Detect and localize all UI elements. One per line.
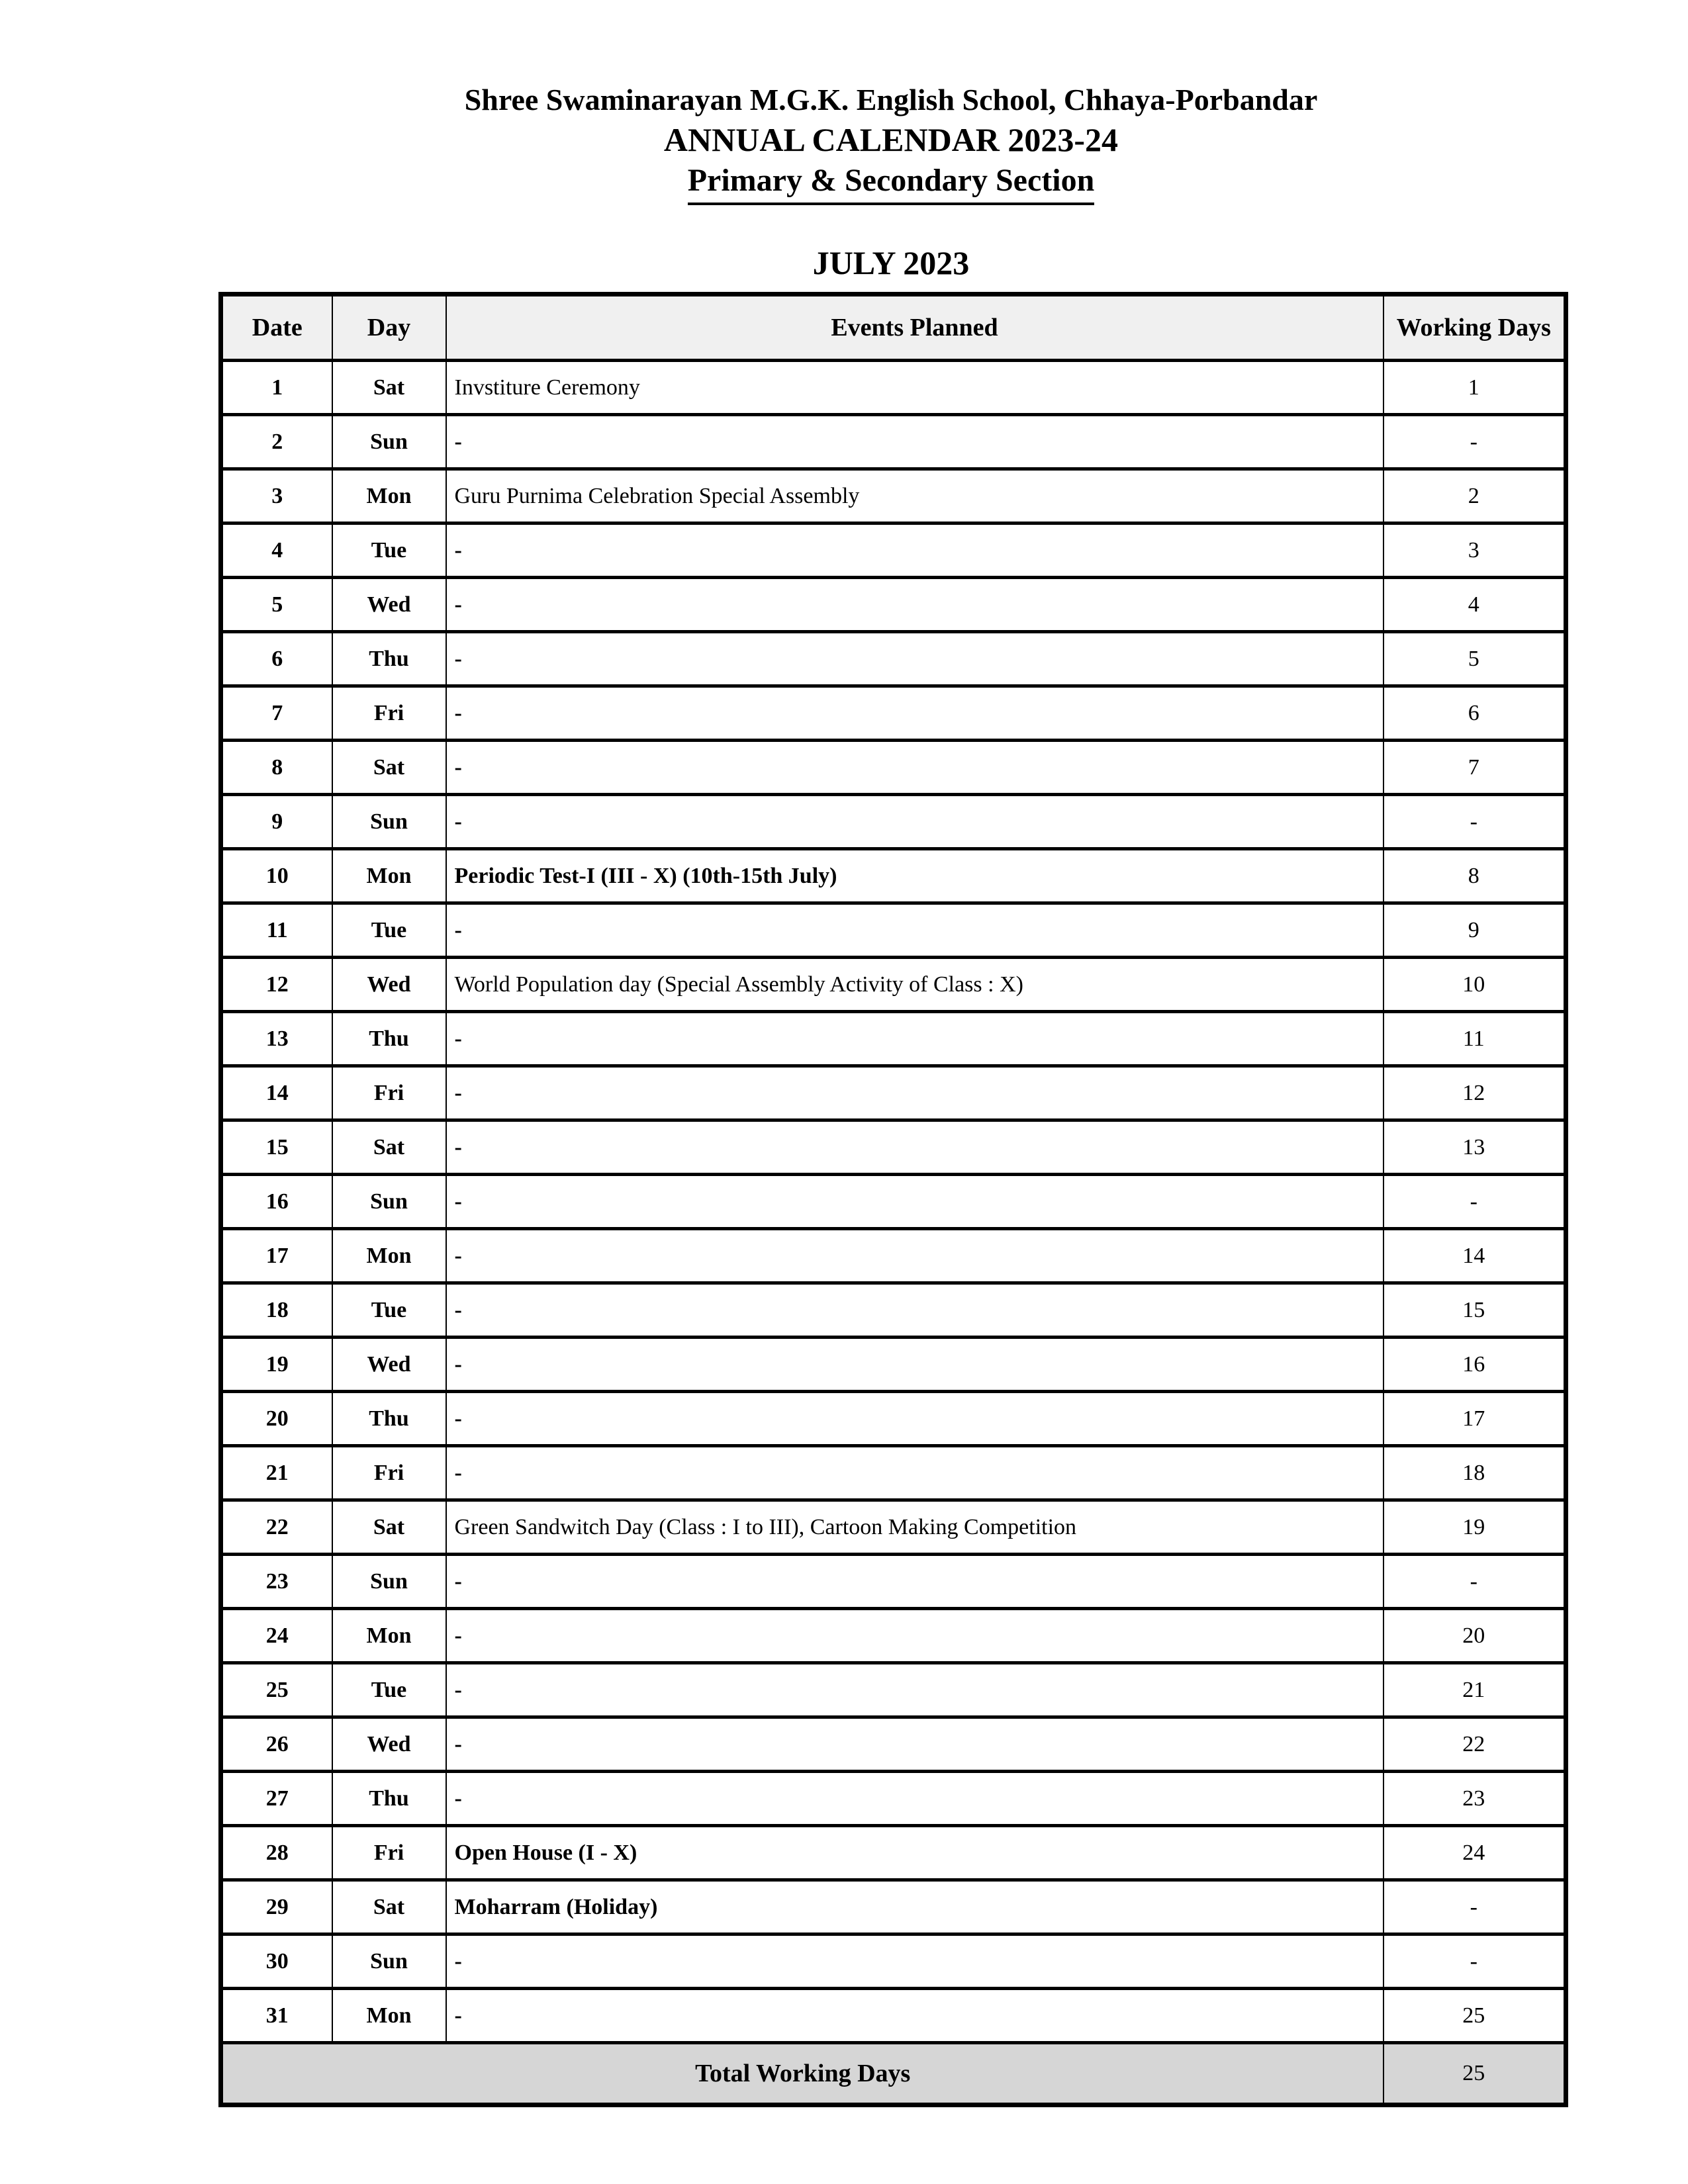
event-cell: World Population day (Special Assembly Activity of Class : X)	[446, 958, 1383, 1012]
day-cell: Sun	[332, 415, 446, 469]
event-cell: -	[446, 1989, 1383, 2043]
day-cell: Wed	[332, 958, 446, 1012]
event-cell: -	[446, 1283, 1383, 1338]
working-days-cell: 25	[1383, 1989, 1566, 2043]
working-days-cell: 9	[1383, 903, 1566, 958]
event-cell: -	[446, 1229, 1383, 1283]
working-days-cell: 13	[1383, 1120, 1566, 1175]
day-cell: Sun	[332, 795, 446, 849]
date-cell: 19	[221, 1338, 332, 1392]
day-cell: Mon	[332, 1609, 446, 1663]
table-head	[221, 295, 1566, 361]
table-row	[221, 795, 1566, 849]
working-days-cell: -	[1383, 1175, 1566, 1229]
day-cell: Sun	[332, 1175, 446, 1229]
event-cell: -	[446, 1555, 1383, 1609]
working-days-cell: 12	[1383, 1066, 1566, 1120]
date-cell: 12	[221, 958, 332, 1012]
column-header-events: Events Planned	[446, 295, 1383, 361]
table-row	[221, 849, 1566, 903]
event-cell: -	[446, 632, 1383, 686]
table-row	[221, 632, 1566, 686]
event-cell: -	[446, 686, 1383, 741]
day-cell: Mon	[332, 1229, 446, 1283]
date-cell: 15	[221, 1120, 332, 1175]
working-days-cell: 14	[1383, 1229, 1566, 1283]
table-row	[221, 741, 1566, 795]
event-cell: -	[446, 903, 1383, 958]
day-cell: Wed	[332, 1338, 446, 1392]
table-row	[221, 523, 1566, 578]
date-cell: 23	[221, 1555, 332, 1609]
day-cell: Tue	[332, 523, 446, 578]
table-row	[221, 415, 1566, 469]
table-row	[221, 1338, 1566, 1392]
document-header	[218, 0, 1564, 283]
day-cell: Tue	[332, 1663, 446, 1717]
event-cell: Green Sandwitch Day (Class : I to III), Cartoon Making Competition	[446, 1500, 1383, 1555]
date-cell: 31	[221, 1989, 332, 2043]
event-cell: -	[446, 1392, 1383, 1446]
working-days-cell: 2	[1383, 469, 1566, 523]
event-cell: -	[446, 1012, 1383, 1066]
table-row	[221, 1826, 1566, 1880]
table-row	[221, 1446, 1566, 1500]
event-cell: -	[446, 1175, 1383, 1229]
working-days-cell: 21	[1383, 1663, 1566, 1717]
month-title: JULY 2023	[812, 244, 970, 281]
event-cell: Invstiture Ceremony	[446, 361, 1383, 415]
day-cell: Mon	[332, 1989, 446, 2043]
working-days-cell: 3	[1383, 523, 1566, 578]
date-cell: 4	[221, 523, 332, 578]
table-header-row	[221, 295, 1566, 361]
day-cell: Sat	[332, 1880, 446, 1934]
date-cell: 18	[221, 1283, 332, 1338]
table-row	[221, 1663, 1566, 1717]
day-cell: Tue	[332, 903, 446, 958]
table-row	[221, 1229, 1566, 1283]
date-cell: 30	[221, 1934, 332, 1989]
table-foot	[221, 2043, 1566, 2105]
event-cell: -	[446, 415, 1383, 469]
event-cell: -	[446, 523, 1383, 578]
school-name: Shree Swaminarayan M.G.K. English School, Chhaya-Porbandar	[464, 83, 1318, 116]
working-days-cell: 5	[1383, 632, 1566, 686]
day-cell: Wed	[332, 1717, 446, 1772]
table-row	[221, 1120, 1566, 1175]
table-row	[221, 1175, 1566, 1229]
date-cell: 28	[221, 1826, 332, 1880]
table-row	[221, 1772, 1566, 1826]
day-cell: Thu	[332, 1012, 446, 1066]
working-days-cell: 11	[1383, 1012, 1566, 1066]
table-row	[221, 1609, 1566, 1663]
working-days-cell: 24	[1383, 1826, 1566, 1880]
event-cell: Open House (I - X)	[446, 1826, 1383, 1880]
event-cell: -	[446, 1609, 1383, 1663]
table-row	[221, 1012, 1566, 1066]
working-days-cell: 6	[1383, 686, 1566, 741]
event-cell: -	[446, 1772, 1383, 1826]
date-cell: 20	[221, 1392, 332, 1446]
event-cell: -	[446, 1717, 1383, 1772]
event-cell: Periodic Test-I (III - X) (10th-15th July)	[446, 849, 1383, 903]
table-row	[221, 469, 1566, 523]
calendar-title: ANNUAL CALENDAR 2023-24	[663, 121, 1119, 158]
working-days-cell: -	[1383, 1880, 1566, 1934]
table-row	[221, 1283, 1566, 1338]
working-days-cell: 20	[1383, 1609, 1566, 1663]
date-cell: 6	[221, 632, 332, 686]
day-cell: Tue	[332, 1283, 446, 1338]
section-title: Primary & Secondary Section	[688, 160, 1095, 205]
column-header-day: Day	[332, 295, 446, 361]
column-header-date: Date	[221, 295, 332, 361]
event-cell: -	[446, 1120, 1383, 1175]
table-row	[221, 1989, 1566, 2043]
working-days-cell: 10	[1383, 958, 1566, 1012]
day-cell: Wed	[332, 578, 446, 632]
working-days-cell: 22	[1383, 1717, 1566, 1772]
event-cell: -	[446, 795, 1383, 849]
table-row	[221, 1500, 1566, 1555]
date-cell: 10	[221, 849, 332, 903]
day-cell: Thu	[332, 1392, 446, 1446]
date-cell: 24	[221, 1609, 332, 1663]
table-row	[221, 958, 1566, 1012]
day-cell: Sat	[332, 741, 446, 795]
event-cell: -	[446, 1934, 1383, 1989]
table-row	[221, 686, 1566, 741]
table-row	[221, 1934, 1566, 1989]
day-cell: Fri	[332, 686, 446, 741]
working-days-cell: 19	[1383, 1500, 1566, 1555]
day-cell: Thu	[332, 632, 446, 686]
working-days-cell: 23	[1383, 1772, 1566, 1826]
day-cell: Fri	[332, 1826, 446, 1880]
event-cell: -	[446, 1066, 1383, 1120]
date-cell: 17	[221, 1229, 332, 1283]
date-cell: 22	[221, 1500, 332, 1555]
day-cell: Sat	[332, 1500, 446, 1555]
day-cell: Fri	[332, 1066, 446, 1120]
table-row	[221, 903, 1566, 958]
working-days-cell: 15	[1383, 1283, 1566, 1338]
table-row	[221, 361, 1566, 415]
event-cell: -	[446, 578, 1383, 632]
table-body	[221, 361, 1566, 2043]
day-cell: Sun	[332, 1555, 446, 1609]
table-row	[221, 1717, 1566, 1772]
working-days-cell: 18	[1383, 1446, 1566, 1500]
date-cell: 9	[221, 795, 332, 849]
table-row	[221, 578, 1566, 632]
date-cell: 25	[221, 1663, 332, 1717]
working-days-cell: -	[1383, 795, 1566, 849]
date-cell: 21	[221, 1446, 332, 1500]
date-cell: 11	[221, 903, 332, 958]
working-days-cell: -	[1383, 1934, 1566, 1989]
section-title-wrap	[218, 160, 1564, 208]
event-cell: Moharram (Holiday)	[446, 1880, 1383, 1934]
working-days-cell: 7	[1383, 741, 1566, 795]
working-days-cell: 16	[1383, 1338, 1566, 1392]
date-cell: 5	[221, 578, 332, 632]
date-cell: 2	[221, 415, 332, 469]
total-working-days-value: 25	[1383, 2043, 1566, 2105]
column-header-working-days: Working Days	[1383, 295, 1566, 361]
table-row	[221, 1880, 1566, 1934]
total-row	[221, 2043, 1566, 2105]
date-cell: 7	[221, 686, 332, 741]
working-days-cell: 1	[1383, 361, 1566, 415]
day-cell: Sat	[332, 361, 446, 415]
working-days-cell: 8	[1383, 849, 1566, 903]
table-row	[221, 1392, 1566, 1446]
day-cell: Mon	[332, 849, 446, 903]
date-cell: 1	[221, 361, 332, 415]
date-cell: 16	[221, 1175, 332, 1229]
event-cell: -	[446, 1338, 1383, 1392]
date-cell: 14	[221, 1066, 332, 1120]
day-cell: Thu	[332, 1772, 446, 1826]
day-cell: Mon	[332, 469, 446, 523]
working-days-cell: -	[1383, 1555, 1566, 1609]
event-cell: Guru Purnima Celebration Special Assembly	[446, 469, 1383, 523]
event-cell: -	[446, 741, 1383, 795]
calendar-table	[218, 292, 1568, 2107]
event-cell: -	[446, 1446, 1383, 1500]
event-cell: -	[446, 1663, 1383, 1717]
date-cell: 26	[221, 1717, 332, 1772]
day-cell: Sun	[332, 1934, 446, 1989]
table-row	[221, 1555, 1566, 1609]
date-cell: 29	[221, 1880, 332, 1934]
working-days-cell: 4	[1383, 578, 1566, 632]
total-working-days-label: Total Working Days	[221, 2043, 1383, 2105]
table-row	[221, 1066, 1566, 1120]
date-cell: 3	[221, 469, 332, 523]
date-cell: 27	[221, 1772, 332, 1826]
working-days-cell: -	[1383, 415, 1566, 469]
day-cell: Sat	[332, 1120, 446, 1175]
day-cell: Fri	[332, 1446, 446, 1500]
working-days-cell: 17	[1383, 1392, 1566, 1446]
date-cell: 13	[221, 1012, 332, 1066]
date-cell: 8	[221, 741, 332, 795]
